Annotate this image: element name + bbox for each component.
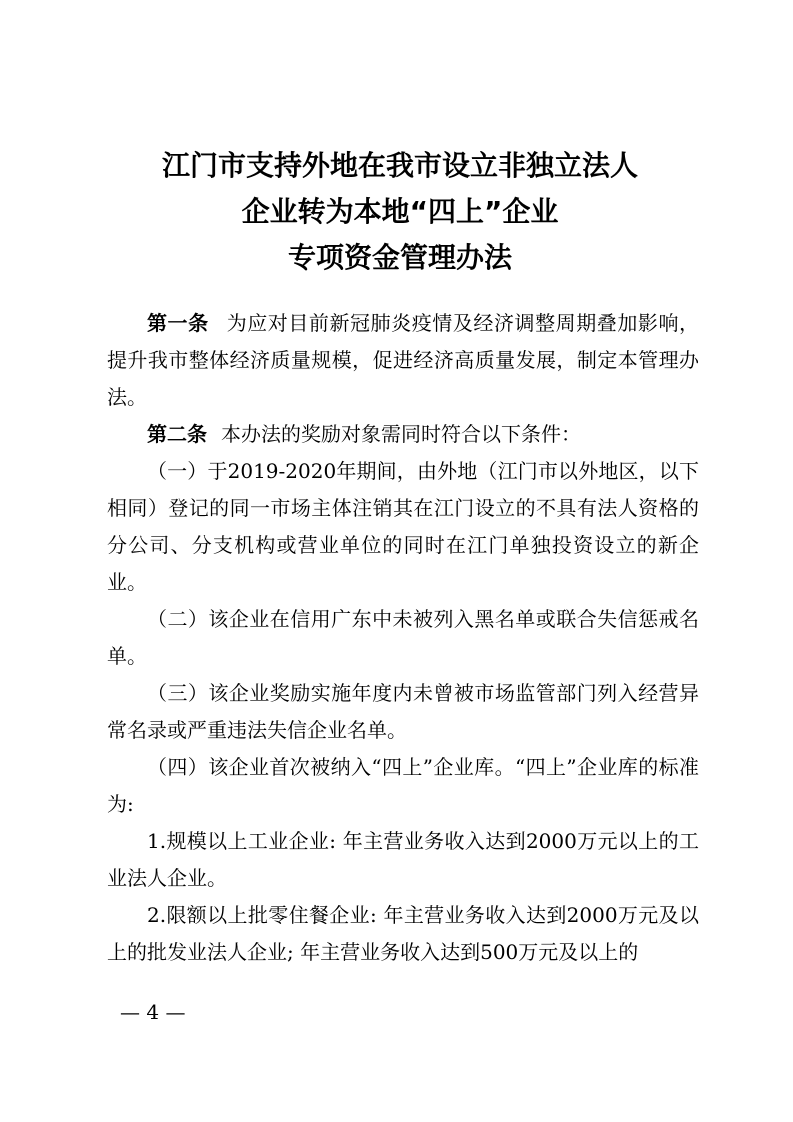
clause-4-item-2: 2.限额以上批零住餐企业: 年主营业务收入达到2000万元及以上的批发业法人企业; 年主营业务收入达到500万元及以上的: [107, 903, 699, 964]
document-title: [100, 143, 700, 281]
clause-3: （三）该企业奖励实施年度内未曾被市场监管部门列入经营异常名录或严重违法失信企业名单。: [107, 681, 699, 742]
article-1: [107, 305, 699, 416]
clause-4-item-1: 1.规模以上工业企业: 年主营业务收入达到2000万元以上的工业法人企业。: [107, 829, 699, 890]
article-1-text: 为应对目前新冠肺炎疫情及经济调整周期叠加影响，提升我市整体经济质量规模，促进经济高质量发展，制定本管理办法。: [107, 311, 700, 409]
title-line-1: 江门市支持外地在我市设立非独立法人: [161, 149, 638, 182]
clause-4: （四）该企业首次被纳入“四上”企业库。“四上”企业库的标准为:: [107, 755, 699, 816]
title-line-2: 企业转为本地“四上”企业: [241, 195, 559, 228]
article-1-label: 第一条: [147, 311, 209, 335]
clause-1: （一）于2019-2020年期间，由外地（江门市以外地区，以下相同）登记的同一市场主体注销其在江门设立的不具有法人资格的分公司、分支机构或营业单位的同时在江门单独投资设立的新企业。: [107, 459, 699, 594]
article-2-label: 第二条: [147, 422, 207, 446]
article-2: [107, 416, 699, 453]
page-number: — 4 —: [120, 1000, 186, 1024]
title-line-3: 专项资金管理办法: [287, 241, 512, 274]
article-2-text: 本办法的奖励对象需同时符合以下条件：: [221, 422, 581, 446]
clause-2: （二）该企业在信用广东中未被列入黑名单或联合失信惩戒名单。: [107, 607, 699, 668]
document-body: [107, 305, 699, 971]
